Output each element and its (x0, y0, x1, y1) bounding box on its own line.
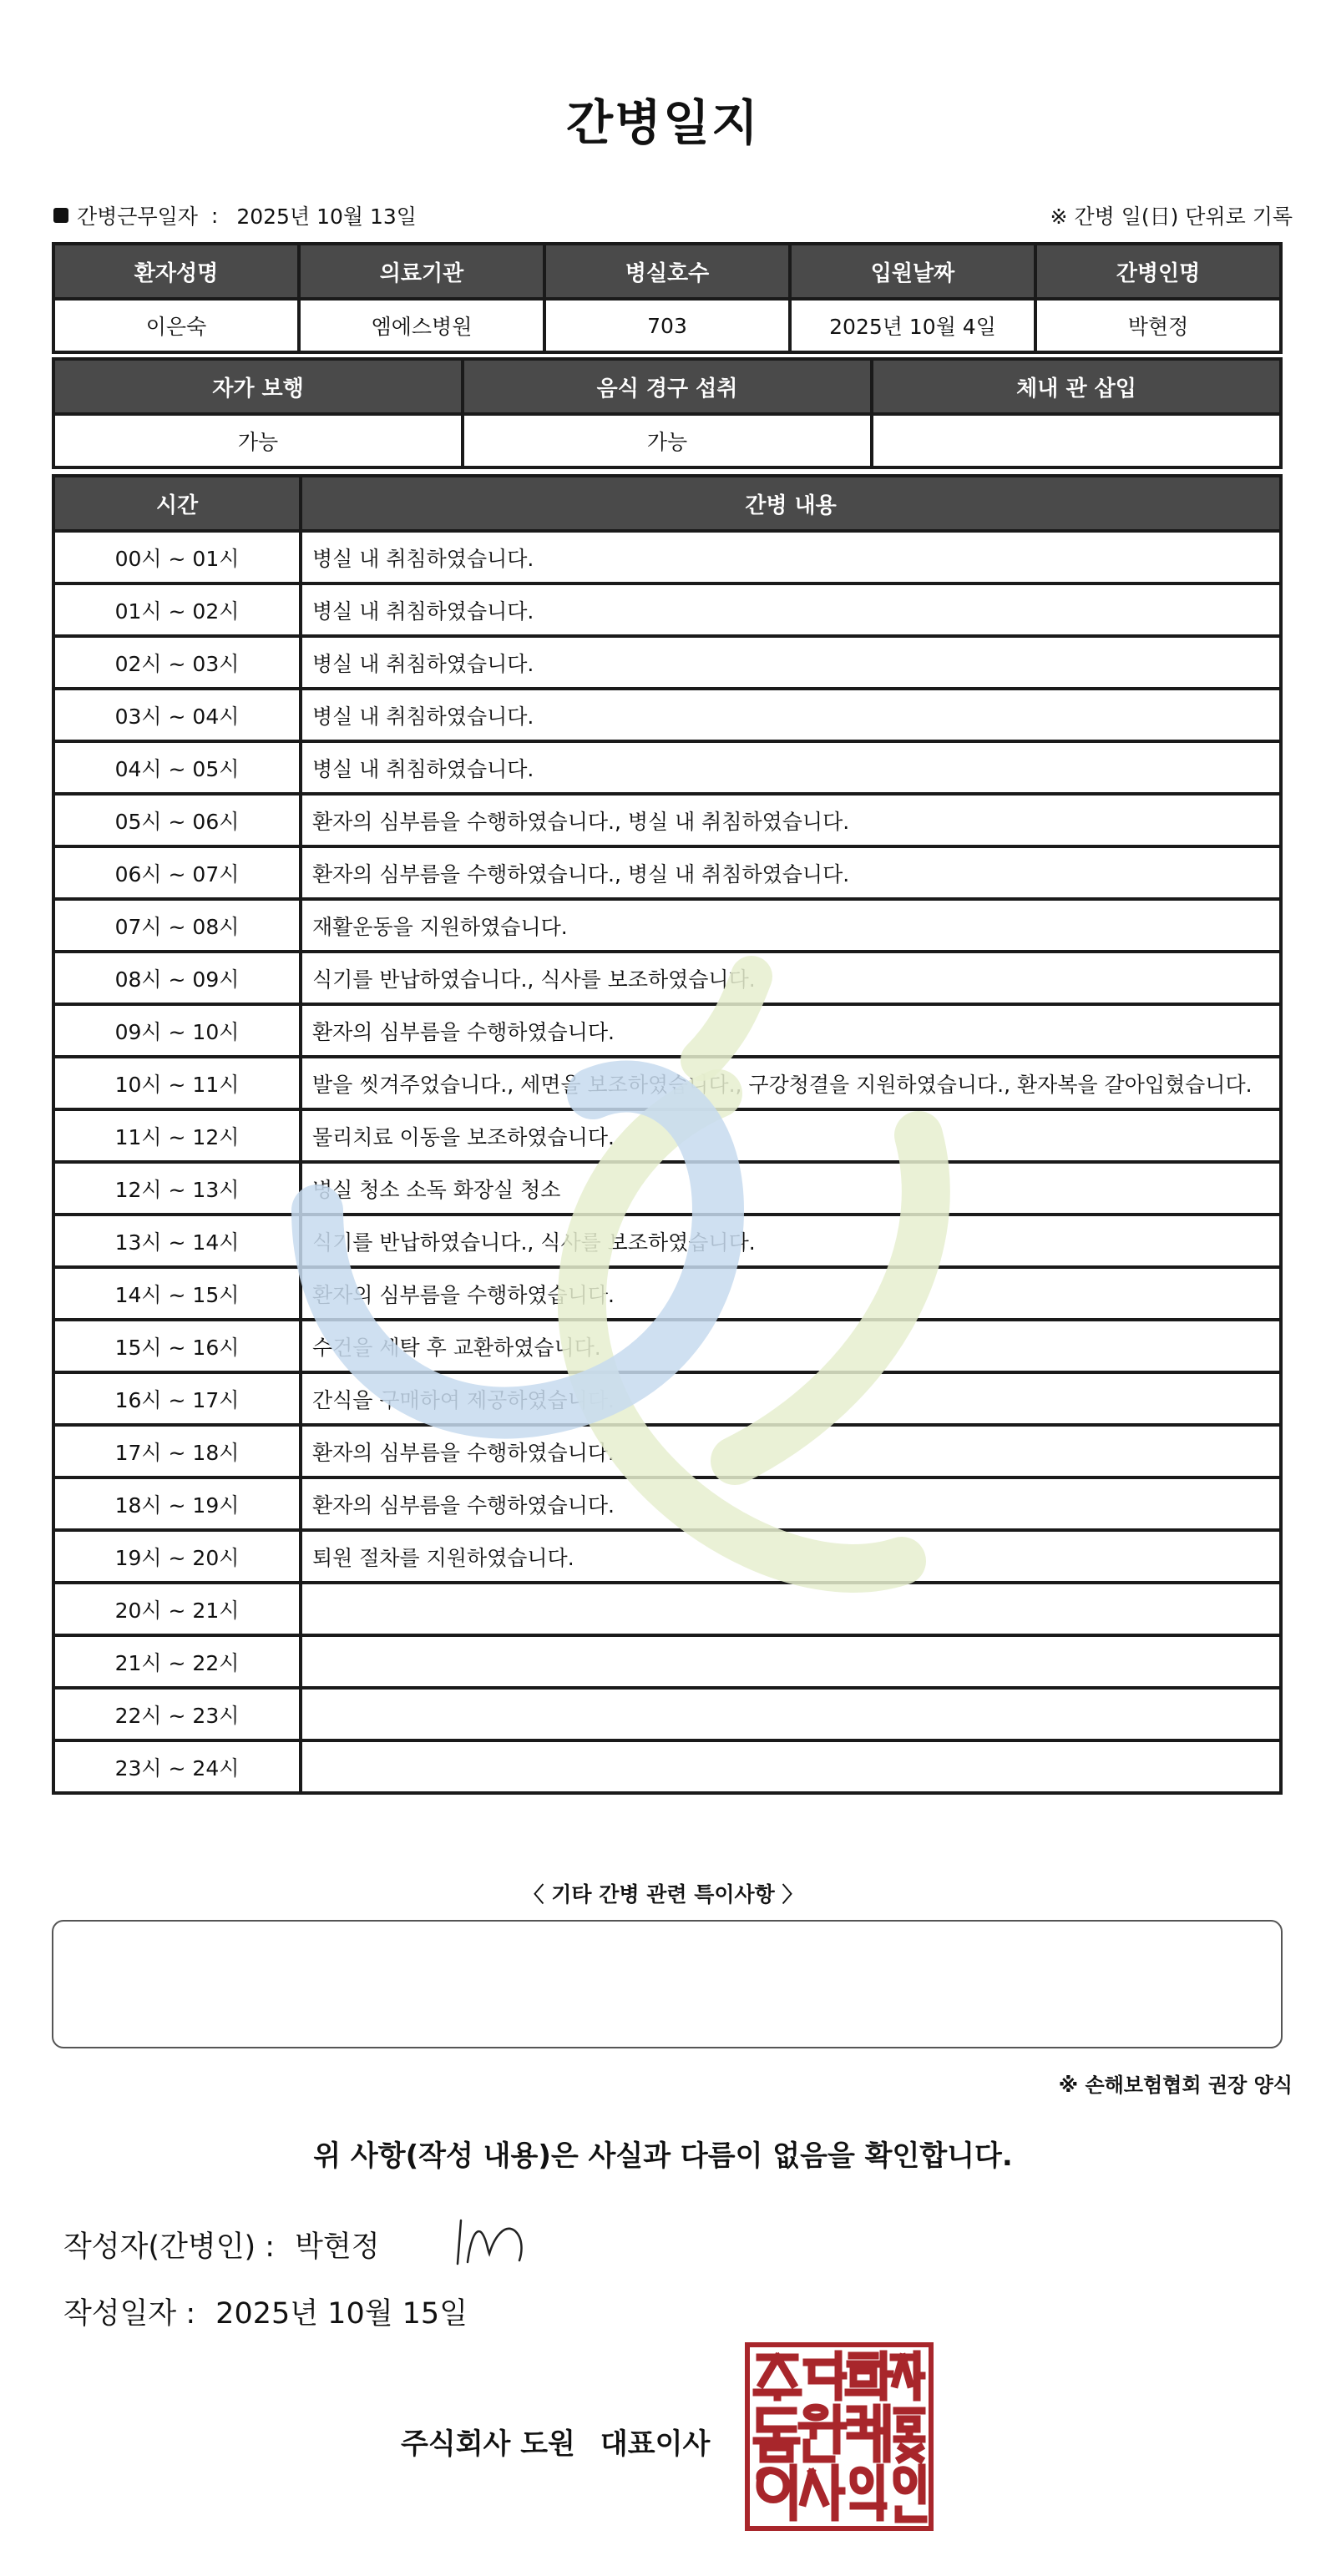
admission-date-value: 2025년 10월 4일 (790, 299, 1035, 352)
time-cell: 20시 ~ 21시 (53, 1583, 301, 1635)
care-content-cell: 환자의 심부름을 수행하였습니다., 병실 내 취침하였습니다. (301, 794, 1281, 846)
care-content-cell: 환자의 심부름을 수행하였습니다. (301, 1004, 1281, 1057)
log-header-row (53, 476, 1281, 531)
time-cell: 14시 ~ 15시 (53, 1267, 301, 1320)
care-content-cell (301, 1583, 1281, 1635)
care-content-cell: 물리치료 이동을 보조하였습니다. (301, 1109, 1281, 1162)
care-content-cell: 환자의 심부름을 수행하였습니다. (301, 1425, 1281, 1477)
hospital-value: 엠에스병원 (299, 299, 544, 352)
writer-name: 박현정 (295, 2230, 380, 2264)
care-content-cell (301, 1688, 1281, 1740)
table-row (53, 952, 1281, 1004)
written-date-label: 작성일자 : (63, 2297, 196, 2331)
time-cell: 01시 ~ 02시 (53, 583, 301, 636)
written-date-line (63, 2291, 468, 2332)
time-cell: 17시 ~ 18시 (53, 1425, 301, 1477)
company-line (401, 2421, 710, 2462)
table-row (53, 1109, 1281, 1162)
time-cell: 16시 ~ 17시 (53, 1372, 301, 1425)
writer-label: 작성자(간병인) : (63, 2230, 276, 2264)
care-content-cell: 병실 내 취침하였습니다. (301, 531, 1281, 583)
special-notes-box (52, 1920, 1283, 2048)
time-cell: 05시 ~ 06시 (53, 794, 301, 846)
time-cell: 09시 ~ 10시 (53, 1004, 301, 1057)
table-row (53, 1583, 1281, 1635)
ability-value-row (53, 414, 1281, 467)
patient-info-table (52, 242, 1283, 354)
room-number-value: 703 (544, 299, 790, 352)
table-row (53, 1004, 1281, 1057)
time-cell: 21시 ~ 22시 (53, 1635, 301, 1688)
room-number-header: 병실호수 (544, 244, 790, 299)
care-content-cell: 환자의 심부름을 수행하였습니다. (301, 1267, 1281, 1320)
care-content-cell: 병실 내 취침하였습니다. (301, 583, 1281, 636)
special-notes-title: 〈 기타 간병 관련 특이사항 〉 (523, 1882, 803, 1907)
table-row (53, 1740, 1281, 1793)
table-row (53, 1425, 1281, 1477)
duty-date-line (53, 200, 417, 230)
table-row (53, 1267, 1281, 1320)
care-content-cell: 식기를 반납하였습니다., 식사를 보조하였습니다. (301, 952, 1281, 1004)
patient-name-value: 이은숙 (53, 299, 299, 352)
table-row (53, 846, 1281, 899)
tube-insertion-header: 체내 관 삽입 (872, 359, 1281, 414)
time-cell: 19시 ~ 20시 (53, 1530, 301, 1583)
table-row (53, 1320, 1281, 1372)
table-row (53, 1372, 1281, 1425)
time-cell: 02시 ~ 03시 (53, 636, 301, 689)
duty-date-value: 2025년 10월 13일 (236, 205, 417, 229)
care-content-cell: 퇴원 절차를 지원하였습니다. (301, 1530, 1281, 1583)
care-content-cell: 환자의 심부름을 수행하였습니다. (301, 1477, 1281, 1530)
square-bullet-icon (53, 208, 68, 223)
time-cell: 23시 ~ 24시 (53, 1740, 301, 1793)
caregiver-name-value: 박현정 (1035, 299, 1281, 352)
time-cell: 12시 ~ 13시 (53, 1162, 301, 1215)
time-cell: 22시 ~ 23시 (53, 1688, 301, 1740)
care-content-cell: 발을 씻겨주었습니다., 세면을 보조하였습니다., 구강청결을 지원하였습니다., 환자복을 갈아입혔습니다. (301, 1057, 1281, 1109)
time-cell: 18시 ~ 19시 (53, 1477, 301, 1530)
walking-header: 자가 보행 (53, 359, 463, 414)
table-row (53, 1477, 1281, 1530)
handwritten-signature (451, 2212, 543, 2270)
tube-insertion-value (872, 414, 1281, 467)
duty-date-colon: : (210, 203, 219, 228)
care-content-cell: 수건을 세탁 후 교환하였습니다. (301, 1320, 1281, 1372)
time-cell: 11시 ~ 12시 (53, 1109, 301, 1162)
time-cell: 13시 ~ 14시 (53, 1215, 301, 1267)
walking-value: 가능 (53, 414, 463, 467)
patient-name-header: 환자성명 (53, 244, 299, 299)
care-content-cell (301, 1740, 1281, 1793)
table-row (53, 899, 1281, 952)
table-row (53, 1530, 1281, 1583)
table-row (53, 636, 1281, 689)
table-row (53, 531, 1281, 583)
association-form-note: ※ 손해보험협회 권장 양식 (1058, 2073, 1293, 2097)
content-column-header: 간병 내용 (301, 476, 1281, 531)
patient-info-value-row (53, 299, 1281, 352)
log-body (53, 531, 1281, 1793)
table-row (53, 583, 1281, 636)
confirmation-statement: 위 사항(작성 내용)은 사실과 다름이 없음을 확인합니다. (313, 2139, 1013, 2173)
oral-intake-value: 가능 (463, 414, 872, 467)
care-content-cell: 병실 내 취침하였습니다. (301, 689, 1281, 741)
table-row (53, 1162, 1281, 1215)
time-cell: 06시 ~ 07시 (53, 846, 301, 899)
duty-date-label: 간병근무일자 (77, 205, 198, 229)
time-cell: 00시 ~ 01시 (53, 531, 301, 583)
time-cell: 15시 ~ 16시 (53, 1320, 301, 1372)
hourly-care-log-table (52, 474, 1283, 1795)
ability-header-row (53, 359, 1281, 414)
record-unit-note: ※ 간병 일(日) 단위로 기록 (1050, 205, 1293, 229)
table-row (53, 1688, 1281, 1740)
time-cell: 08시 ~ 09시 (53, 952, 301, 1004)
table-row (53, 741, 1281, 794)
care-content-cell: 재활운동을 지원하였습니다. (301, 899, 1281, 952)
table-row (53, 794, 1281, 846)
company-seal-stamp (745, 2342, 934, 2531)
patient-ability-table (52, 357, 1283, 469)
care-content-cell: 병실 청소 소독 화장실 청소 (301, 1162, 1281, 1215)
care-content-cell: 병실 내 취침하였습니다. (301, 741, 1281, 794)
caregiver-name-header: 간병인명 (1035, 244, 1281, 299)
care-content-cell: 식기를 반납하였습니다., 식사를 보조하였습니다. (301, 1215, 1281, 1267)
care-content-cell: 병실 내 취침하였습니다. (301, 636, 1281, 689)
document-title: 간병일지 (565, 94, 761, 151)
hospital-header: 의료기관 (299, 244, 544, 299)
time-cell: 07시 ~ 08시 (53, 899, 301, 952)
oral-intake-header: 음식 경구 섭취 (463, 359, 872, 414)
care-content-cell (301, 1635, 1281, 1688)
company-representative-title: 대표이사 (600, 2427, 711, 2461)
time-column-header: 시간 (53, 476, 301, 531)
admission-date-header: 입원날짜 (790, 244, 1035, 299)
writer-line (63, 2224, 380, 2265)
table-row (53, 1215, 1281, 1267)
table-row (53, 1635, 1281, 1688)
patient-info-header-row (53, 244, 1281, 299)
time-cell: 04시 ~ 05시 (53, 741, 301, 794)
table-row (53, 689, 1281, 741)
time-cell: 10시 ~ 11시 (53, 1057, 301, 1109)
table-row (53, 1057, 1281, 1109)
care-content-cell: 환자의 심부름을 수행하였습니다., 병실 내 취침하였습니다. (301, 846, 1281, 899)
care-content-cell: 간식을 구매하여 제공하였습니다. (301, 1372, 1281, 1425)
written-date-value: 2025년 10월 15일 (215, 2297, 468, 2331)
time-cell: 03시 ~ 04시 (53, 689, 301, 741)
company-name: 주식회사 도원 (401, 2427, 575, 2461)
